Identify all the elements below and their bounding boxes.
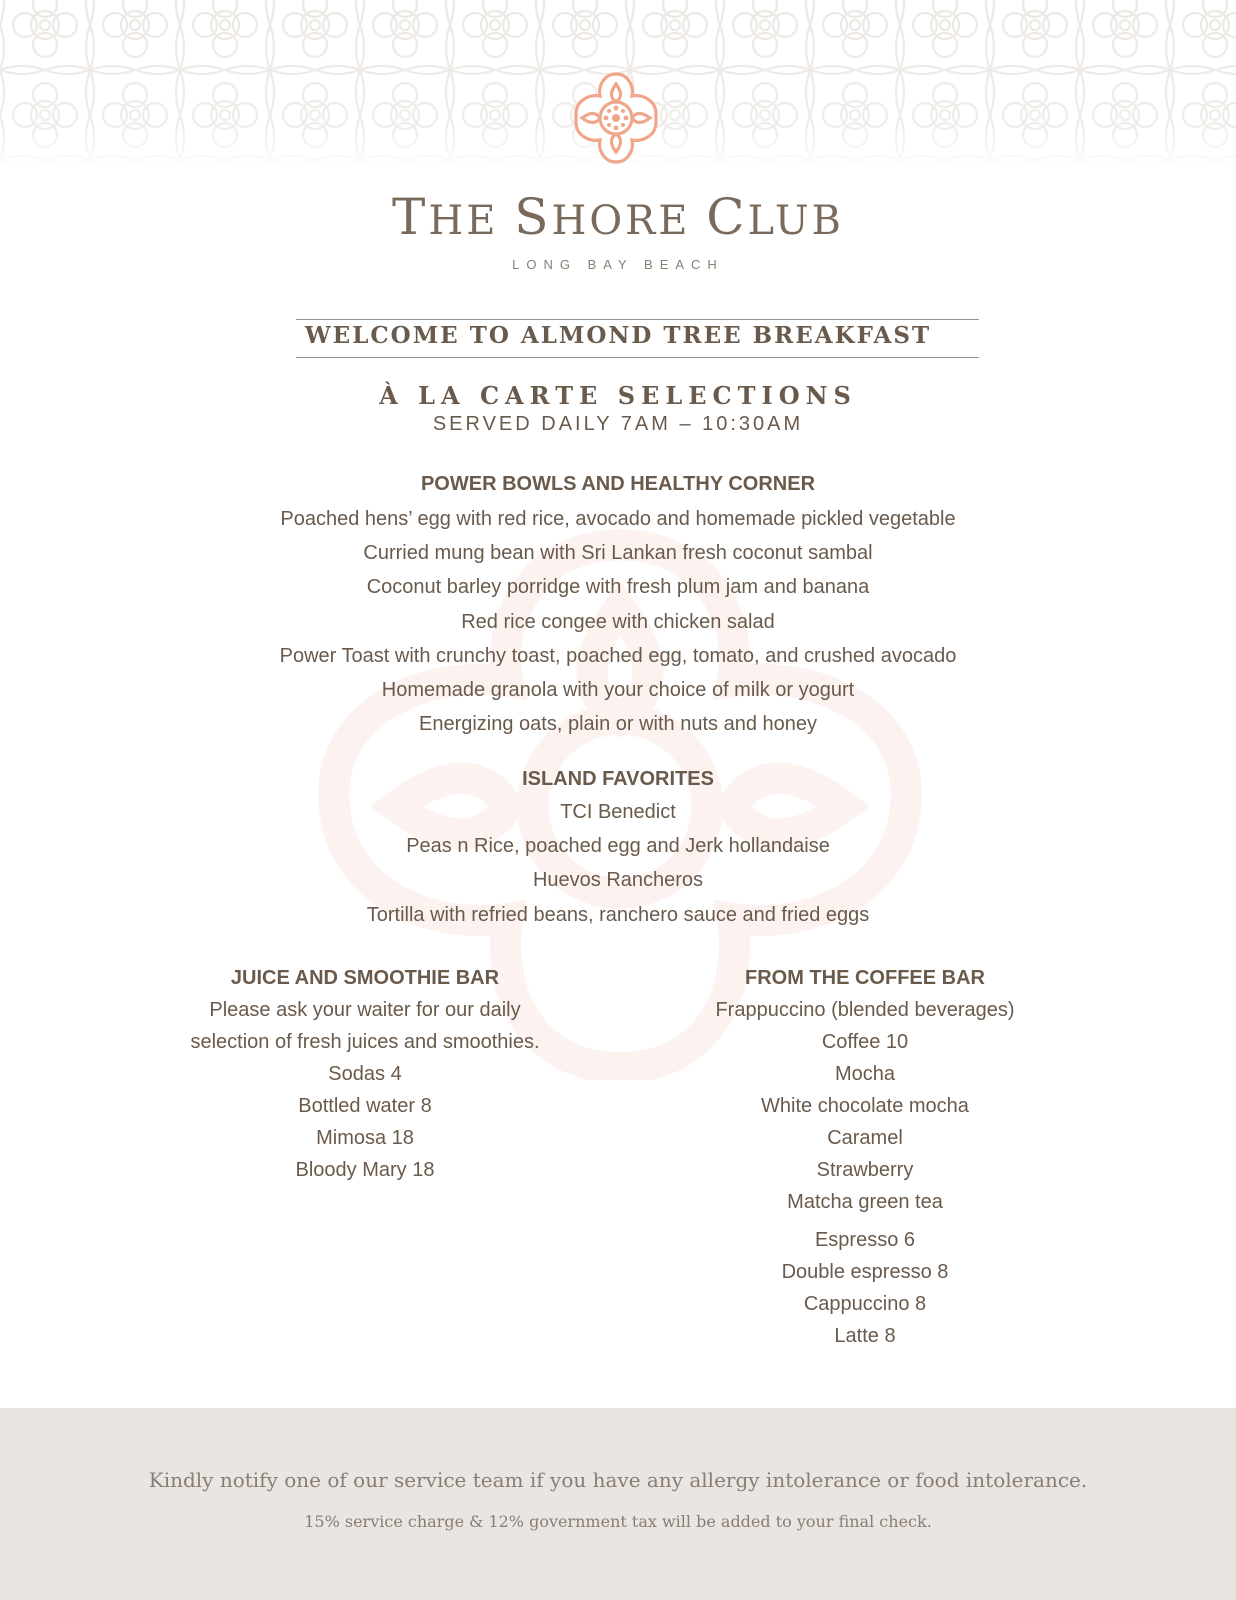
carte-heading: À LA CARTE SELECTIONS — [379, 381, 857, 410]
menu-item: White chocolate mocha — [761, 1095, 969, 1117]
allergy-notice: Kindly notify one of our service team if you have any allergy intolerance or food intolerance. — [148, 1468, 1088, 1492]
section-title: ISLAND FAVORITES — [522, 768, 714, 790]
brand-initial-c: C — [706, 188, 748, 246]
menu-item: Mocha — [834, 1063, 896, 1085]
menu-item: Peas n Rice, poached egg and Jerk hollandaise — [406, 835, 830, 858]
menu-item: Espresso 6 — [814, 1229, 916, 1251]
menu-item: Please ask your waiter for our daily — [209, 999, 521, 1021]
brand-initial-t: T — [392, 188, 429, 246]
menu-item: Latte 8 — [834, 1325, 896, 1347]
served-hours: SERVED DAILY 7AM – 10:30AM — [432, 413, 804, 435]
menu-item: selection of fresh juices and smoothies. — [190, 1031, 540, 1053]
juice-smoothie-section — [130, 964, 600, 1186]
menu-item: Bloody Mary 18 — [295, 1159, 435, 1181]
brand-part-he: HE — [428, 198, 515, 244]
menu-item: Matcha green tea — [787, 1191, 943, 1213]
menu-item: Homemade granola with your choice of milk or yogurt — [381, 679, 855, 702]
brand-initial-s: S — [514, 188, 552, 246]
brand-name — [0, 188, 1236, 246]
brand-subtitle: LONG BAY BEACH — [512, 257, 724, 272]
menu-item: Sodas 4 — [328, 1063, 402, 1085]
menu-item: Caramel — [827, 1127, 903, 1149]
welcome-heading: WELCOME TO ALMOND TREE BREAKFAST — [304, 322, 932, 349]
menu-item: Bottled water 8 — [298, 1095, 432, 1117]
brand-part-lub: LUB — [747, 198, 844, 244]
island-favorites-section — [0, 765, 1236, 932]
tax-notice: 15% service charge & 12% government tax will be added to your final check. — [304, 1512, 932, 1531]
menu-item: Coconut barley porridge with fresh plum jam and banana — [366, 576, 870, 599]
menu-item: Huevos Rancheros — [532, 869, 704, 892]
bottom-divider — [296, 357, 979, 358]
menu-item: Double espresso 8 — [781, 1261, 949, 1283]
menu-item: Coffee 10 — [821, 1031, 909, 1053]
footer-band — [0, 1408, 1236, 1600]
menu-item: TCI Benedict — [560, 801, 676, 823]
coffee-bar-section — [640, 964, 1090, 1352]
section-title: JUICE AND SMOOTHIE BAR — [230, 967, 500, 989]
power-bowls-section — [0, 470, 1236, 741]
menu-item: Cappuccino 8 — [803, 1293, 927, 1315]
menu-item: Curried mung bean with Sri Lankan fresh coconut sambal — [363, 542, 873, 565]
brand-part-hore: HORE — [551, 198, 707, 244]
menu-item: Energizing oats, plain or with nuts and honey — [418, 713, 818, 736]
section-title: FROM THE COFFEE BAR — [745, 967, 985, 989]
menu-item: Mimosa 18 — [316, 1127, 414, 1149]
menu-item: Strawberry — [816, 1159, 914, 1181]
menu-item: Frappuccino (blended beverages) — [715, 999, 1015, 1021]
menu-item: Red rice congee with chicken salad — [461, 610, 775, 633]
top-divider — [296, 319, 979, 320]
menu-item: Tortilla with refried beans, ranchero sauce and fried eggs — [366, 903, 870, 926]
menu-item: Poached hens’ egg with red rice, avocado and homemade pickled vegetable — [280, 508, 956, 530]
shore-club-logo-icon — [566, 68, 666, 168]
section-title: POWER BOWLS AND HEALTHY CORNER — [420, 473, 816, 495]
menu-item: Power Toast with crunchy toast, poached egg, tomato, and crushed avocado — [279, 644, 957, 667]
